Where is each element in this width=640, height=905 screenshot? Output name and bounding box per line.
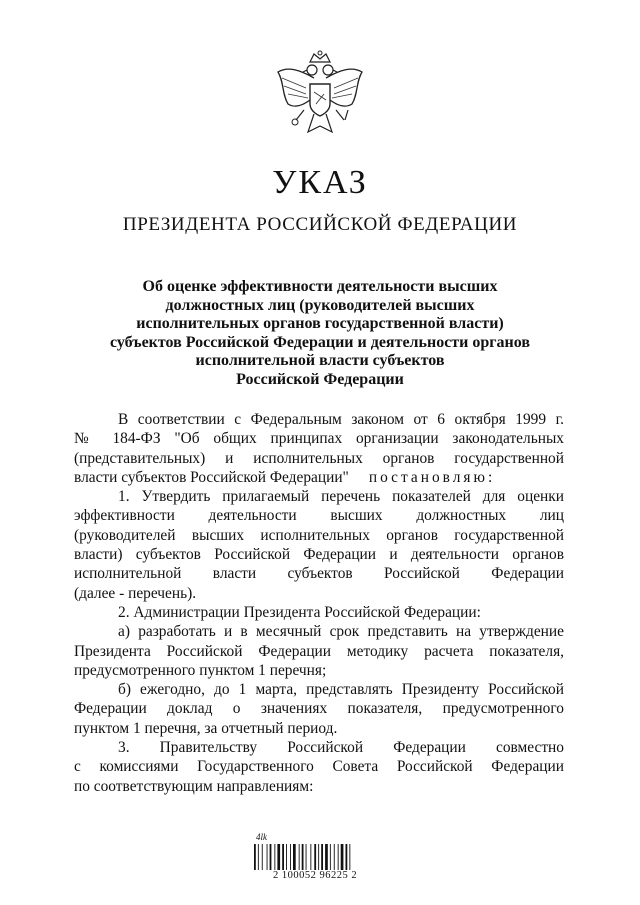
barcode-bar [270, 844, 272, 870]
body-line [74, 661, 564, 680]
barcode-bar [310, 844, 311, 870]
barcode-bar [258, 844, 259, 870]
heading-line: исполнительной власти субъектов [195, 352, 445, 370]
body-line [74, 429, 564, 448]
heading-line: исполнительных органов государственной власти) [136, 315, 504, 333]
barcode-bars [250, 844, 380, 870]
barcode-bar [314, 844, 316, 870]
body-line-text: б) ежегодно, до 1 марта, представлять Президенту Российской [118, 681, 564, 699]
barcode-bar [321, 844, 323, 870]
barcode-bar [341, 844, 344, 870]
barcode-bar [277, 844, 280, 870]
document-subtitle: ПРЕЗИДЕНТА РОССИЙСКОЙ ФЕДЕРАЦИИ [122, 214, 518, 235]
barcode-bar [293, 844, 296, 870]
body-line-text: власти) субъектов Российской Федерации и деятельности органов [74, 546, 564, 564]
body-line-text: исполнительной власти субъектов Российской Федерации [74, 565, 564, 583]
body-line-text: (далее - перечень). [74, 584, 197, 602]
body-line-text: а) разработать и в месячный срок представить на утверждение [118, 623, 564, 641]
body-line-text: 2. Администрации Президента Российской Федерации: [118, 603, 481, 621]
heading-line: субъектов Российской Федерации и деятельности органов [109, 333, 531, 351]
body-line [74, 622, 564, 641]
body-line [74, 468, 564, 487]
barcode-bar [338, 844, 339, 870]
barcode-bar [290, 844, 291, 870]
body-line [74, 777, 564, 796]
body-line-text: предусмотренного пунктом 1 перечня; [74, 661, 327, 679]
barcode-bar [254, 844, 256, 870]
barcode-bar [346, 844, 348, 870]
body-line [74, 526, 564, 545]
barcode-bar [330, 844, 331, 870]
barcode-bar [282, 844, 284, 870]
barcode-bar [306, 844, 307, 870]
body-line-text: эффективности деятельности высших должностных лиц [74, 507, 564, 525]
state-emblem [270, 48, 370, 148]
body-line [74, 410, 564, 429]
barcode-number: 2 100052 96225 2 [272, 870, 358, 881]
body-line [74, 564, 564, 583]
body-line-text: 3. Правительству Российской Федерации совместно [118, 739, 564, 757]
body-line-text: Федерации доклад о значениях показателя, предусмотренного [74, 700, 564, 718]
barcode-bar [318, 844, 319, 870]
body-line-text: власти субъектов Российской Федерации" [74, 468, 349, 486]
body-line [74, 603, 564, 622]
barcode-bar [286, 844, 287, 870]
body-line [74, 584, 564, 603]
body-line [74, 719, 564, 738]
body-line-text: пунктом 1 перечня, за отчетный период. [74, 719, 338, 737]
barcode-bar [334, 844, 335, 870]
body-line [74, 642, 564, 661]
barcode-bar [349, 844, 350, 870]
barcode-bar [267, 844, 268, 870]
body-line [74, 738, 564, 757]
body-line-text: (представительных) и исполнительных органов государственной [74, 449, 564, 467]
barcode-bar [299, 844, 300, 870]
barcode-bar [274, 844, 275, 870]
body-line [74, 757, 564, 776]
body-line [74, 506, 564, 525]
body-line-text: Президента Российской Федерации методику расчета показателя, [74, 642, 564, 660]
body-line [74, 699, 564, 718]
body-line [74, 487, 564, 506]
body-line-text: по соответствующим направлениям: [74, 777, 314, 795]
body-line-text: (руководителей высших исполнительных органов государственной [74, 526, 564, 544]
barcode-bar [302, 844, 304, 870]
decree-heading [60, 278, 580, 390]
document-title: УКАЗ [272, 164, 368, 201]
heading-line: Российской Федерации [236, 370, 404, 388]
barcode-mark: 4lk [256, 832, 267, 842]
body-line-text: В соответствии с Федеральным законом от 6 октября 1999 г. [118, 411, 564, 428]
body-line [74, 680, 564, 699]
body-line-text: 1. Утвердить прилагаемый перечень показателей для оценки [118, 488, 564, 506]
decree-keyword: постановляю: [368, 468, 496, 486]
body-line [74, 545, 564, 564]
barcode-bar [325, 844, 328, 870]
heading-line: должностных лиц (руководителей высших [165, 296, 475, 314]
body-line-text: № 184-ФЗ "Об общих принципах организации законодательных [74, 430, 564, 448]
barcode-bar [262, 844, 263, 870]
barcode [250, 832, 380, 884]
heading-line: Об оценке эффективности деятельности высших [142, 278, 498, 295]
body-line [74, 449, 564, 468]
decree-body [74, 410, 564, 796]
body-line-text: с комиссиями Государственного Совета Российской Федерации [74, 758, 564, 776]
